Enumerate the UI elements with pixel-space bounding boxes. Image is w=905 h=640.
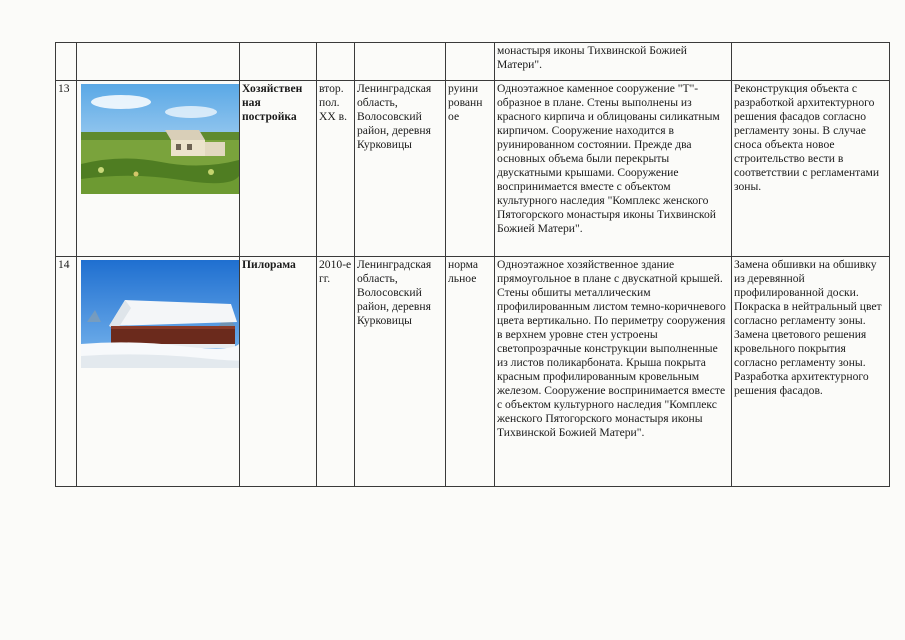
cell-photo <box>77 257 240 487</box>
cell-location: Ленинградская область, Волосовский район, деревня Курковицы <box>355 81 446 257</box>
objects-table <box>55 42 890 487</box>
cell-description: Одноэтажное каменное сооружение "Т"-образное в плане. Стены выполнены из красного кирпича и облицованы силикатным кирпичом. Сооружение находится в руинированном состоянии. Прежде два основных объема были перекрыты двускатными крышами. Сооружение воспринимается вместе с объектом культурного наследия "Комплекс женского Пятогорского монастыря иконы Тихвинской Божией Матери". <box>495 81 732 257</box>
cell-location: Ленинградская область, Волосовский район, деревня Курковицы <box>355 257 446 487</box>
cell-description: Одноэтажное хозяйственное здание прямоугольное в плане с двускатной крышей. Стены обшиты металлическим профилированным листом темно-коричневого цвета вертикально. По периметру сооружения в верхнем уровне стен устроены светопрозрачные конструкции выполненные из листов поликарбоната. Крыша покрыта красным профилированным кровельным железом. Сооружение воспринимается вместе с объектом культурного наследия "Комплекс женского Пятогорского монастыря иконы Тихвинской Божией Матери". <box>495 257 732 487</box>
cell-period: 2010-е гг. <box>317 257 355 487</box>
sawmill-photo <box>81 260 239 368</box>
cell-period: втор. пол. XX в. <box>317 81 355 257</box>
cell-number: 14 <box>56 257 77 487</box>
cell-location <box>355 43 446 81</box>
cell-recommendation: Реконструкция объекта с разработкой архитектурного решения фасадов согласно регламенту зоны. В случае сноса объекта новое строительство вести в соответствии с регламентами зоны. <box>732 81 890 257</box>
cell-name: Хозяйствен ная постройка <box>240 81 317 257</box>
cell-description: монастыря иконы Тихвинской Божией Матери". <box>495 43 732 81</box>
cell-recommendation <box>732 43 890 81</box>
cell-name: Пилорама <box>240 257 317 487</box>
table-row-continuation <box>56 43 890 81</box>
cell-period <box>317 43 355 81</box>
cell-recommendation: Замена обшивки на обшивку из деревянной профилированной доски. Покраска в нейтральный цвет согласно регламенту зоны. Замена цветового решения кровельного покрытия согласно регламенту зоны. Разработка архитектурного решения фасадов. <box>732 257 890 487</box>
table-row <box>56 257 890 487</box>
cell-number: 13 <box>56 81 77 257</box>
cell-number <box>56 43 77 81</box>
farm-building-photo <box>81 84 239 194</box>
cell-photo <box>77 43 240 81</box>
cell-condition: норма льное <box>446 257 495 487</box>
table-row <box>56 81 890 257</box>
cell-condition: руини рованн ое <box>446 81 495 257</box>
cell-name <box>240 43 317 81</box>
cell-photo <box>77 81 240 257</box>
cell-condition <box>446 43 495 81</box>
